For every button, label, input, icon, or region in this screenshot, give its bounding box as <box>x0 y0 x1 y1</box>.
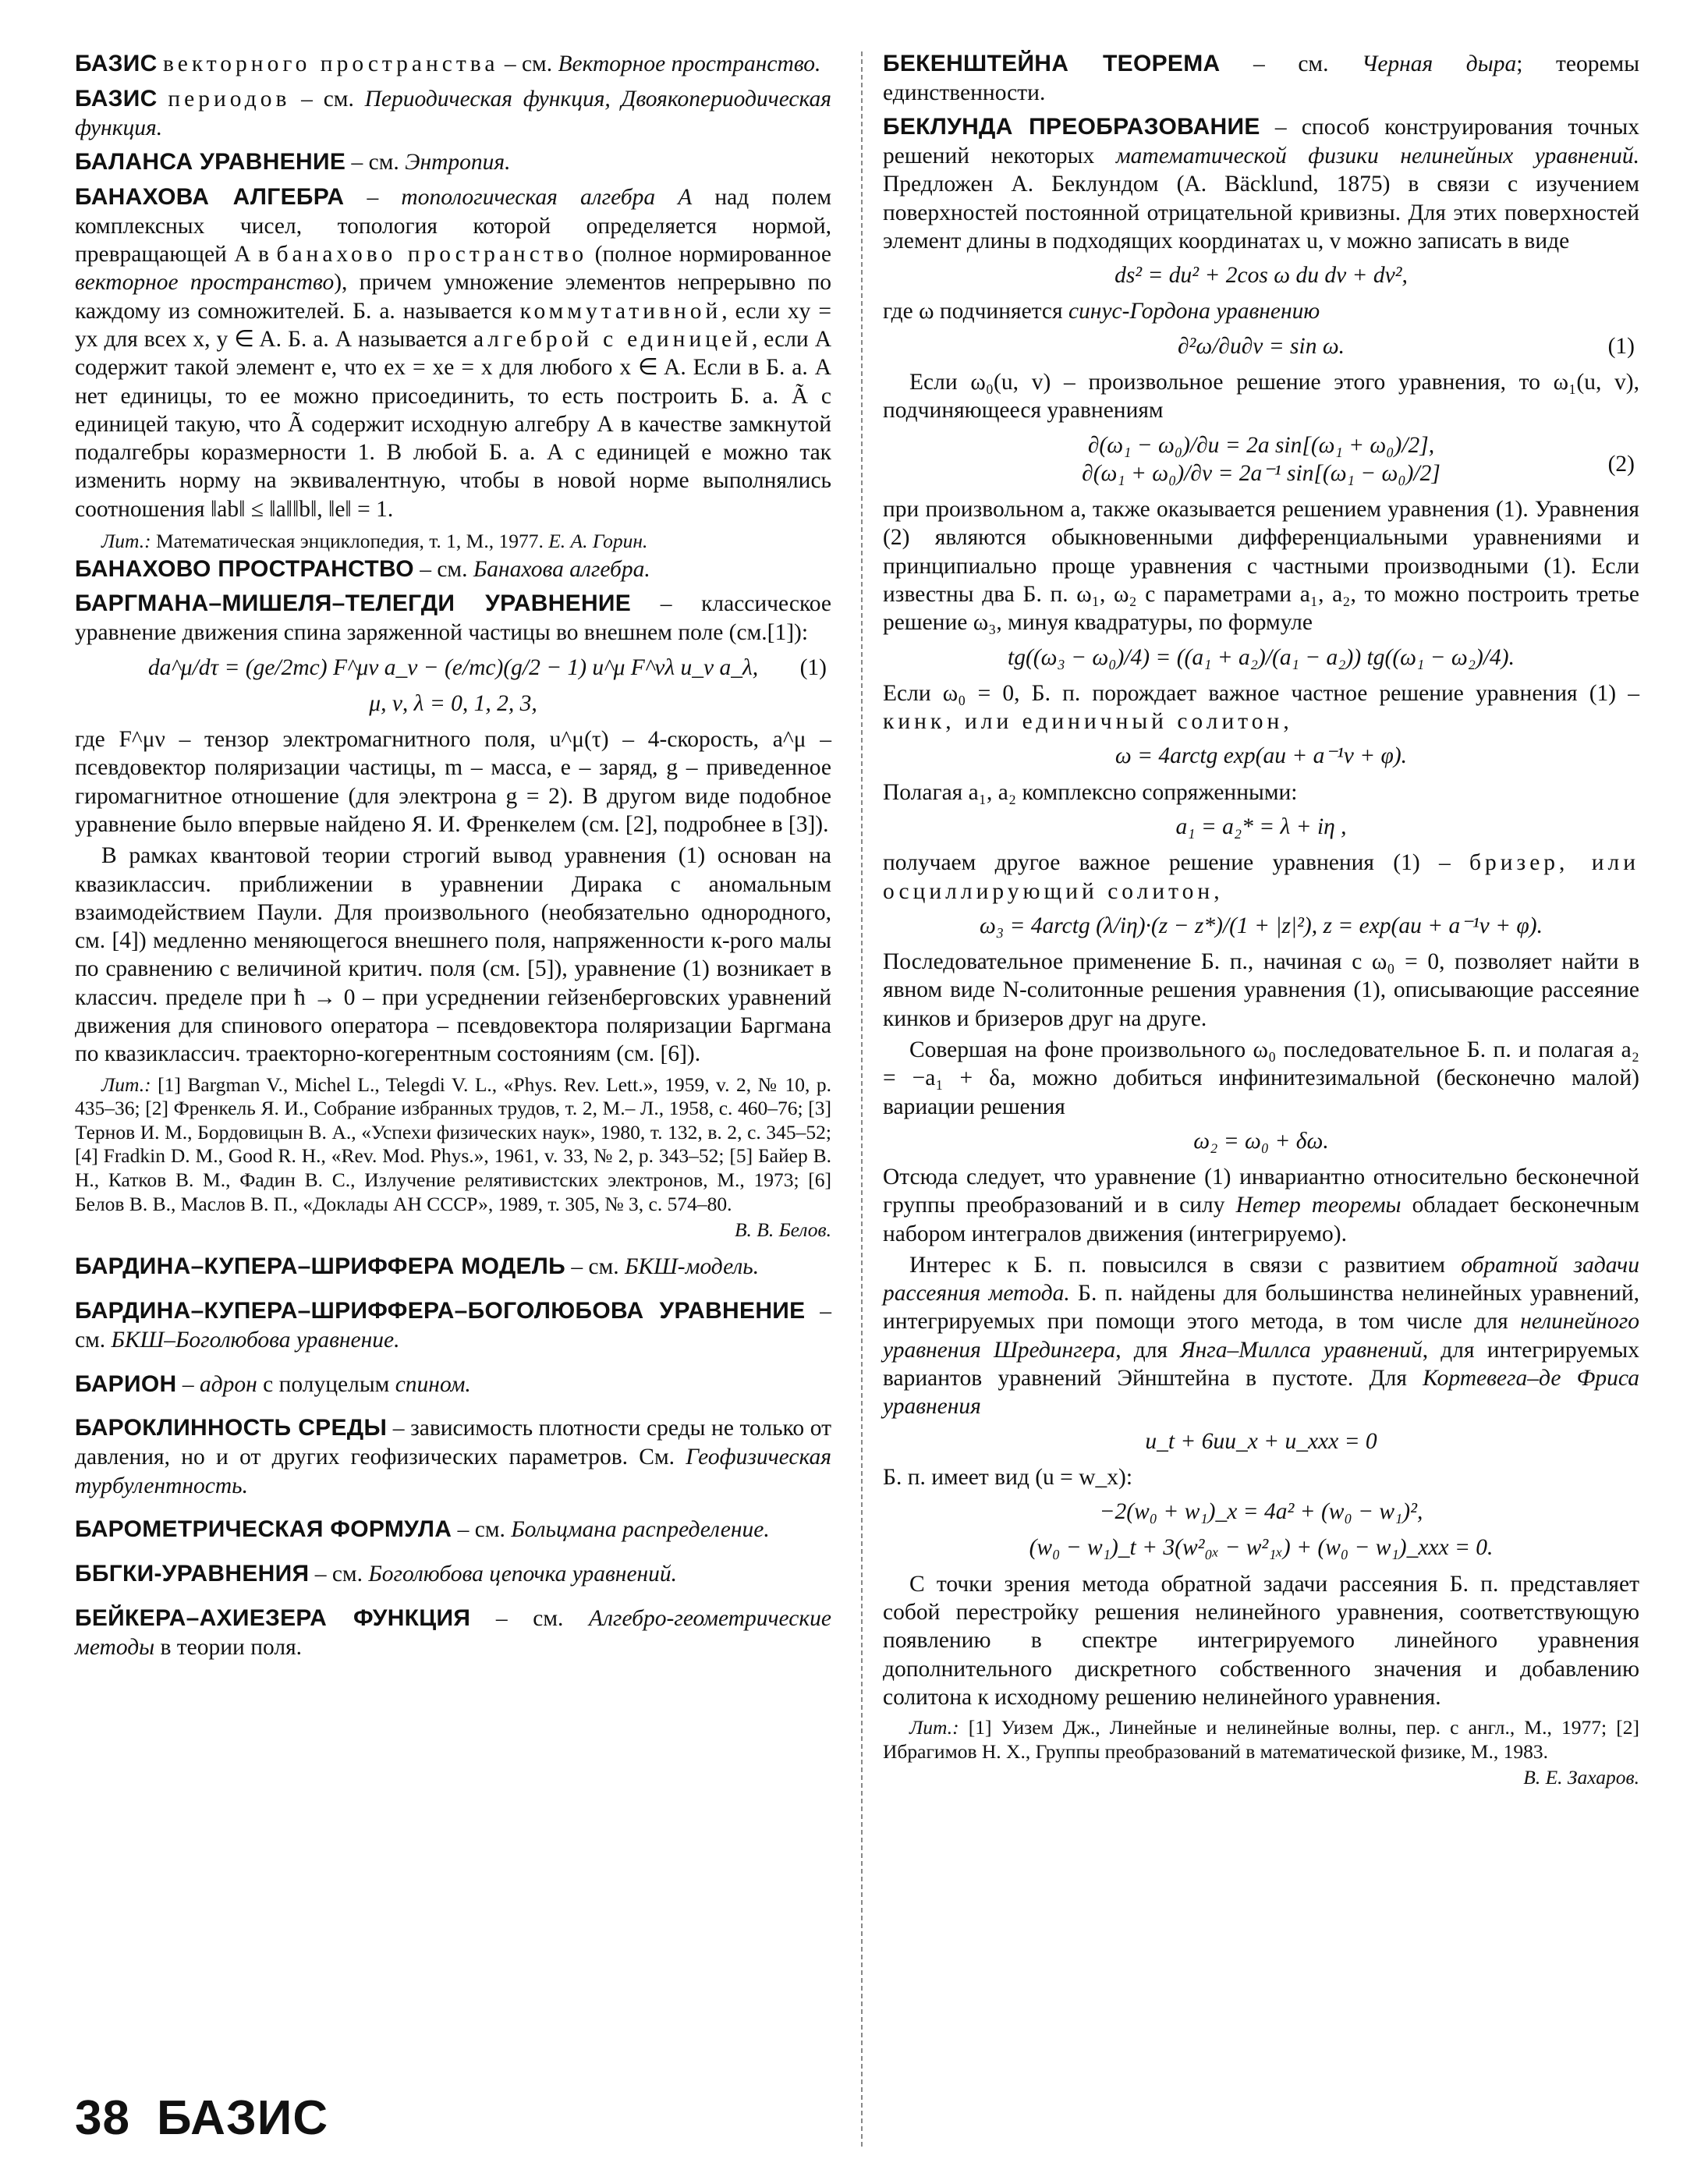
author: В. Е. Захаров. <box>1523 1766 1639 1789</box>
entry-baker-akhiezer: БЕЙКЕРА–АХИЕЗЕРА ФУНКЦИЯ – см. Алгебро-геометрические методы в теории поля. <box>75 1604 831 1660</box>
formula-kdv-bt2: (w₀ − w₁)_t + 3(w²₀ₓ − w²₁ₓ) + (w₀ − w₁)_xxx = 0. <box>1029 1535 1494 1561</box>
author: В. В. Белов. <box>734 1218 831 1242</box>
right-column <box>883 50 1639 1801</box>
cross-reference: Боголюбова цепочка уравнений. <box>368 1561 678 1587</box>
entry-backlund-transform: БЕКЛУНДА ПРЕОБРАЗОВАНИЕ – способ конструирования точных решений некоторых математической физики нелинейных уравнений. Предложен А. Беклундом (A. Bäcklund, 1875) в связи с изучением поверхностей постоянной отрицательной кривизны. Для этих поверхностей элемент длины в подходящих координатах u, v можно записать в виде <box>883 114 1640 254</box>
running-head: БАЗИС <box>156 2091 329 2145</box>
formula-indices: μ, ν, λ = 0, 1, 2, 3, <box>369 690 537 716</box>
headword: БАЗИС <box>75 51 158 76</box>
entry-baroclinity: БАРОКЛИННОСТЬ СРЕДЫ – зависимость плотности среды не только от давления, но и от других геофизических параметров. См. Геофизическая турбулентность. <box>75 1415 832 1498</box>
paragraph: где F^μν – тензор электромагнитного поля, u^μ(τ) – 4-скорость, a^μ – псевдовектор поляризации частицы, m – масса, e – заряд, g – приведенное гиромагнитное отношение (для электрона g = 2). В другом виде подобное уравнение было впервые найдено Я. И. Френкелем (см. [2], подробнее в [3]). <box>75 727 831 837</box>
headword: БАЗИС <box>75 85 158 112</box>
cross-reference: Векторное пространство. <box>558 51 821 76</box>
headword: БАРИОН <box>75 1370 177 1397</box>
entry-bcsb-equation: БАРДИНА–КУПЕРА–ШРИФФЕРА–БОГОЛЮБОВА УРАВНЕНИЕ – см. БКШ–Боголюбова уравнение. <box>75 1298 831 1353</box>
headword: БЕКЕНШТЕЙНА ТЕОРЕМА <box>883 51 1221 76</box>
headword: БАРГМАНА–МИШЕЛЯ–ТЕЛЕГДИ УРАВНЕНИЕ <box>75 590 632 617</box>
literature: Лит.: Математическая энциклопедия, т. 1, М., 1977. Е. А. Горин. <box>101 529 648 552</box>
headword: БАНАХОВО ПРОСТРАНСТВО <box>75 555 414 582</box>
cross-reference: Банахова алгебра. <box>473 556 650 582</box>
entry-banach-algebra: БАНАХОВА АЛГЕБРА – топологическая алгебра А над полем комплексных чисел, топология которой определяется нормой, превращающей А в банахово пространство (полное нормированное векторное пространство), причем умножение элементов непрерывно по каждому из сомножителей. Б. а. называется коммутативной, если xy = yx для всех x, y ∈ A. Б. а. А называется алгеброй с единицей, если А содержит такой элемент e, что ex = xe = x для любого x ∈ A. Если в Б. а. А нет единицы, то ее можно присоединить, то есть построить Б. а. Ã с единицей такую, что Ã содержит исходную алгебру А в качестве замкнутой подалгебры коразмерности 1. В любой Б. а. А с единицей e можно так изменить норму на эквивалентную, чтобы в новой норме выполнялись соотношения ‖ab‖ ≤ ‖a‖‖b‖, ‖e‖ = 1. <box>75 183 832 522</box>
formula-number: (2) <box>1607 451 1635 477</box>
headword: БЕЙКЕРА–АХИЕЗЕРА ФУНКЦИЯ <box>75 1604 471 1631</box>
paragraph: В рамках квантовой теории строгий вывод уравнения (1) основан на квазиклассич. приближении в уравнении Дирака с аномальным взаимодействием Паули. Для произвольного (необязательно однородного, см. [4]) медленно меняющегося внешнего поля, напряженности к-рого малы по сравнению с величиной критич. поля (см. [5]), уравнение (1) возникает в классич. пределе при ħ → 0 – при усреднении гейзенберговских уравнений движения для спинового оператора – псевдовектора поляризации Баргмана по квазиклассич. траекторно-когерентным состояниям (см. [6]). <box>75 843 831 1067</box>
paragraph: Последовательное применение Б. п., начиная с ω₀ = 0, позволяет найти в явном виде N-солитонные решения уравнения (1), описывающие рассеяние кинков и бризеров друг на друге. <box>883 949 1639 1031</box>
cross-reference: Геофизическая турбулентность. <box>75 1445 831 1498</box>
headword: БАРДИНА–КУПЕРА–ШРИФФЕРА–БОГОЛЮБОВА УРАВНЕНИЕ <box>75 1298 806 1324</box>
paragraph: Совершая на фоне произвольного ω₀ последовательное Б. п. и полагая a₂ = −a₁ + δa, можно добиться инфинитезимальной (бесконечно малой) вариации решения <box>883 1037 1639 1119</box>
cross-reference: Больцмана распределение. <box>511 1516 770 1542</box>
entry-basis-periods: БАЗИС периодов – см. Периодическая функция, Двоякопериодическая функция. <box>75 85 832 140</box>
entry-baryon: БАРИОН – адрон с полуцелым спином. <box>75 1370 471 1397</box>
entry-barometric-formula: БАРОМЕТРИЧЕСКАЯ ФОРМУЛА – см. Больцмана распределение. <box>75 1516 770 1542</box>
formula-kdv: u_t + 6uu_x + u_xxx = 0 <box>1145 1428 1377 1454</box>
paragraph: Отсюда следует, что уравнение (1) инвариантно относительно бесконечной группы преобразований и в силу Нетер теоремы обладает бесконечным набором интегралов движения (интегрируемо). <box>883 1165 1639 1246</box>
entry-banach-space: БАНАХОВО ПРОСТРАНСТВО – см. Банахова алгебра. <box>75 555 650 582</box>
headword-tail: векторного пространства <box>162 51 499 76</box>
formula-metric: ds² = du² + 2cos ω du dv + dv², <box>1114 263 1408 289</box>
cross-reference: БКШ–Боголюбова уравнение. <box>111 1328 400 1353</box>
headword: БАРДИНА–КУПЕРА–ШРИФФЕРА МОДЕЛЬ <box>75 1253 566 1280</box>
paragraph: где ω подчиняется синус-Гордона уравнению <box>883 299 1320 324</box>
entry-balance-equation: БАЛАНСА УРАВНЕНИЕ – см. Энтропия. <box>75 149 511 176</box>
page-number: 38 <box>75 2091 130 2145</box>
cross-reference: Алгебро-геометрические методы <box>75 1605 831 1660</box>
paragraph: получаем другое важное решение уравнения (1) – бризер, или осциллирующий солитон, <box>883 850 1639 904</box>
paragraph: при произвольном a, также оказывается решением уравнения (1). Уравнения (2) являются обыкновенными дифференциальными уравнениями и принципиально проще уравнения с частными производными (1). Если известны два Б. п. ω₁, ω₂ с параметрами a₁, a₂, то можно построить третье решение ω₃, минуя квадратуры, по формуле <box>883 497 1639 636</box>
headword: БАЛАНСА УРАВНЕНИЕ <box>75 149 346 176</box>
entry-basis-vector: БАЗИС векторного пространства – см. Векторное пространство. <box>75 51 821 76</box>
cross-reference: Периодическая функция, Двоякопериодическая функция. <box>75 86 832 140</box>
cross-reference: БКШ-модель. <box>625 1254 760 1280</box>
literature: Лит.: [1] Bargman V., Michel L., Telegdi V. L., «Phys. Rev. Lett.», 1959, v. 2, № 10, p. 435–36; [2] Френкель Я. И., Собрание избранных трудов, т. 2, М.– Л., 1958, с. 460–76; [3] Тернов И. М., Бордовицын В. А., «Успехи физических наук», 1980, т. 132, в. 2, с. 345–52; [4] Fradkin D. M., Good R. H., «Rev. Mod. Phys.», 1961, v. 33, № 2, p. 343–52; [5] Байер В. Н., Катков В. М., Фадин В. С., Излучение релятивистских электронов, М., 1973; [6] Белов В. В., Маслов В. П., «Доклады АН СССР», 1989, т. 305, № 3, с. 574–80. <box>75 1072 831 1215</box>
headword: БАРОКЛИННОСТЬ СРЕДЫ <box>75 1415 388 1441</box>
formula-breather: ω₃ = 4arctg (λ/iη)·(z − z*)/(1 + |z|²), z = exp(au + a⁻¹v + φ). <box>980 913 1543 938</box>
page-footer <box>75 2090 328 2146</box>
headword: БЕКЛУНДА ПРЕОБРАЗОВАНИЕ <box>883 114 1260 140</box>
cross-reference: Энтропия. <box>405 150 511 176</box>
entry-bbgki: ББГКИ-УРАВНЕНИЯ – см. Боголюбова цепочка уравнений. <box>75 1560 678 1587</box>
paragraph: Интерес к Б. п. повысился в связи с развитием обратной задачи рассеяния метода. Б. п. найдены для большинства нелинейных уравнений, интегрируемых при помощи этого метода, в том числе для нелинейного уравнения Шредингера, для Янга–Миллса уравнений, для интегрируемых вариантов уравнений Эйнштейна в пустоте. Для Кортевега–де Фриса уравнения <box>883 1252 1639 1420</box>
cross-reference: Черная дыра <box>1362 51 1517 76</box>
formula-kink: ω = 4arctg exp(au + a⁻¹v + φ). <box>1114 743 1408 769</box>
formula-kdv-bt1: −2(w₀ + w₁)_x = 4a² + (w₀ − w₁)², <box>1099 1499 1423 1525</box>
left-column <box>75 50 831 1668</box>
paragraph: Б. п. имеет вид (u = w_x): <box>883 1464 1133 1490</box>
headword-tail: периодов <box>168 86 291 112</box>
headword: ББГКИ-УРАВНЕНИЯ <box>75 1560 310 1587</box>
column-divider <box>861 51 863 2147</box>
paragraph: Если ω₀ = 0, Б. п. порождает важное частное решение уравнения (1) – кинк, или единичный солитон, <box>883 680 1639 735</box>
formula-sine-gordon: ∂²ω/∂u∂v = sin ω. (1) <box>883 332 1639 360</box>
paragraph: Полагая a₁, a₂ комплексно сопряженными: <box>883 779 1298 805</box>
paragraph: С точки зрения метода обратной задачи рассеяния Б. п. представляет собой перестройку решения нелинейного уравнения, соответствующую появлению в спектре интегрируемого линейного уравнения дополнительного дискретного собственного значения и добавлению солитона к исходному решению нелинейного уравнения. <box>883 1571 1639 1710</box>
paragraph: Если ω₀(u, v) – произвольное решение этого уравнения, то ω₁(u, v), подчиняющееся уравнениям <box>883 370 1639 424</box>
literature: Лит.: [1] Уизем Дж., Линейные и нелинейные волны, пер. с англ., М., 1977; [2] Ибрагимов Н. Х., Группы преобразований в математической физике, М., 1983. <box>883 1716 1639 1763</box>
formula-number: (1) <box>799 654 827 680</box>
headword: БАРОМЕТРИЧЕСКАЯ ФОРМУЛА <box>75 1516 452 1542</box>
formula-system: ∂(ω₁ − ω₀)/∂u = 2a sin[(ω₁ + ω₀)/2], ∂(ω₁ + ω₀)/∂v = 2a⁻¹ sin[(ω₁ − ω₀)/2] (2) <box>1082 432 1635 486</box>
author: Е. А. Горин. <box>548 529 648 552</box>
entry-bcs-model: БАРДИНА–КУПЕРА–ШРИФФЕРА МОДЕЛЬ – см. БКШ-модель. <box>75 1253 760 1280</box>
formula-variation: ω₂ = ω₀ + δω. <box>1193 1128 1329 1154</box>
formula-bmt: da^μ/dτ = (ge/2mc) F^μν a_ν − (e/mc)(g/2 − 1) u^μ F^νλ u_ν a_λ, (1) <box>75 654 831 682</box>
entry-bmt-equation: БАРГМАНА–МИШЕЛЯ–ТЕЛЕГДИ УРАВНЕНИЕ – классическое уравнение движения спина заряженной частицы во внешнем поле (см.[1]): <box>75 590 831 646</box>
formula-superposition: tg((ω₃ − ω₀)/4) = ((a₁ + a₂)/(a₁ − a₂)) tg((ω₁ − ω₂)/4). <box>1008 644 1515 670</box>
formula-conjugate: a₁ = a₂* = λ + iη , <box>1175 814 1347 839</box>
entry-bekenstein-theorem: БЕКЕНШТЕЙНА ТЕОРЕМА – см. Черная дыра; теоремы единственности. <box>883 51 1640 105</box>
headword: БАНАХОВА АЛГЕБРА <box>75 183 345 210</box>
formula-number: (1) <box>1607 333 1635 359</box>
